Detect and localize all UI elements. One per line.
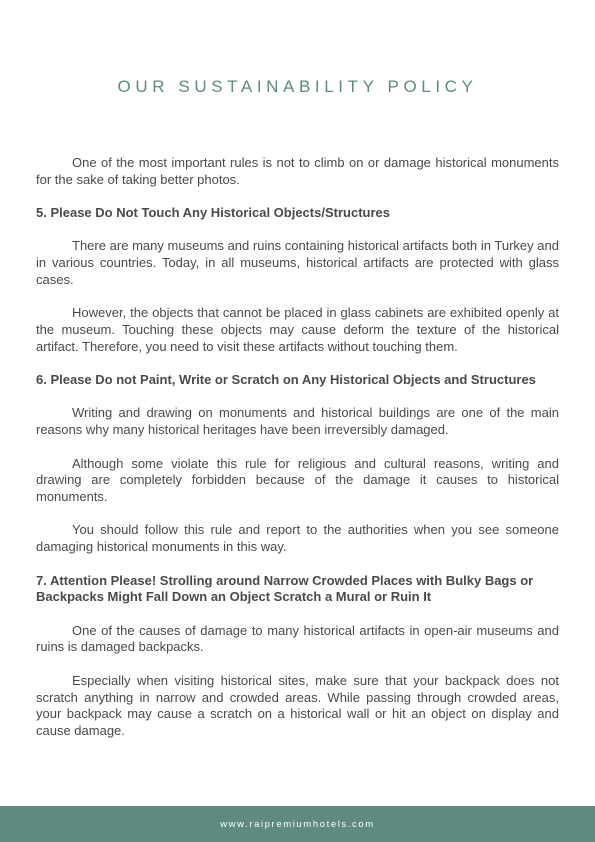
paragraph-open-exhibits: However, the objects that cannot be placed in glass cabinets are exhibited openly at the museum. Touching these objects may cause deform the texture of the historical artifact. Therefore, you need to visit these artifacts without touching them.	[36, 305, 559, 354]
paragraph-religious-cultural-reasons: Although some violate this rule for religious and cultural reasons, writing and drawing are completely forbidden because of the damage it causes to historical monuments.	[36, 455, 559, 505]
heading-rule-5: 5. Please Do Not Touch Any Historical Objects/Structures	[36, 205, 390, 221]
heading-rule-6: 6. Please Do not Paint, Write or Scratch on Any Historical Objects and Structures	[36, 372, 536, 388]
paragraph-backpack-damage: One of the causes of damage to many historical artifacts in open-air museums and ruins is damaged backpacks.	[36, 622, 559, 655]
footer-website-url: www.raipremiumhotels.com	[220, 818, 375, 830]
paragraph-report-authorities: You should follow this rule and report to the authorities when you see someone damaging historical monuments in this way.	[36, 522, 559, 555]
paragraph-writing-drawing-damage: Writing and drawing on monuments and historical buildings are one of the main reasons why many historical heritages have been irreversibly damaged.	[36, 405, 559, 438]
paragraph-climb-monuments: One of the most important rules is not to climb on or damage historical monuments for the sake of taking better photos.	[36, 155, 559, 187]
heading-rule-7: 7. Attention Please! Strolling around Narrow Crowded Places with Bulky Bags or Backpacks Might Fall Down an Object Scratch a Mural or Ruin It	[36, 572, 534, 605]
paragraph-museums-glass-cases: There are many museums and ruins containing historical artifacts both in Turkey and in various countries. Today, in all museums, historical artifacts are protected with glass cases.	[36, 238, 559, 287]
paragraph-crowded-areas: Especially when visiting historical sites, make sure that your backpack does not scratch anything in narrow and crowded areas. While passing through crowded areas, your backpack may cause a scratch on a historical wall or hit an object on display and cause damage.	[36, 672, 559, 739]
page-title: OUR SUSTAINABILITY POLICY	[117, 77, 478, 96]
footer-bar	[0, 806, 595, 842]
document-body	[36, 155, 559, 756]
